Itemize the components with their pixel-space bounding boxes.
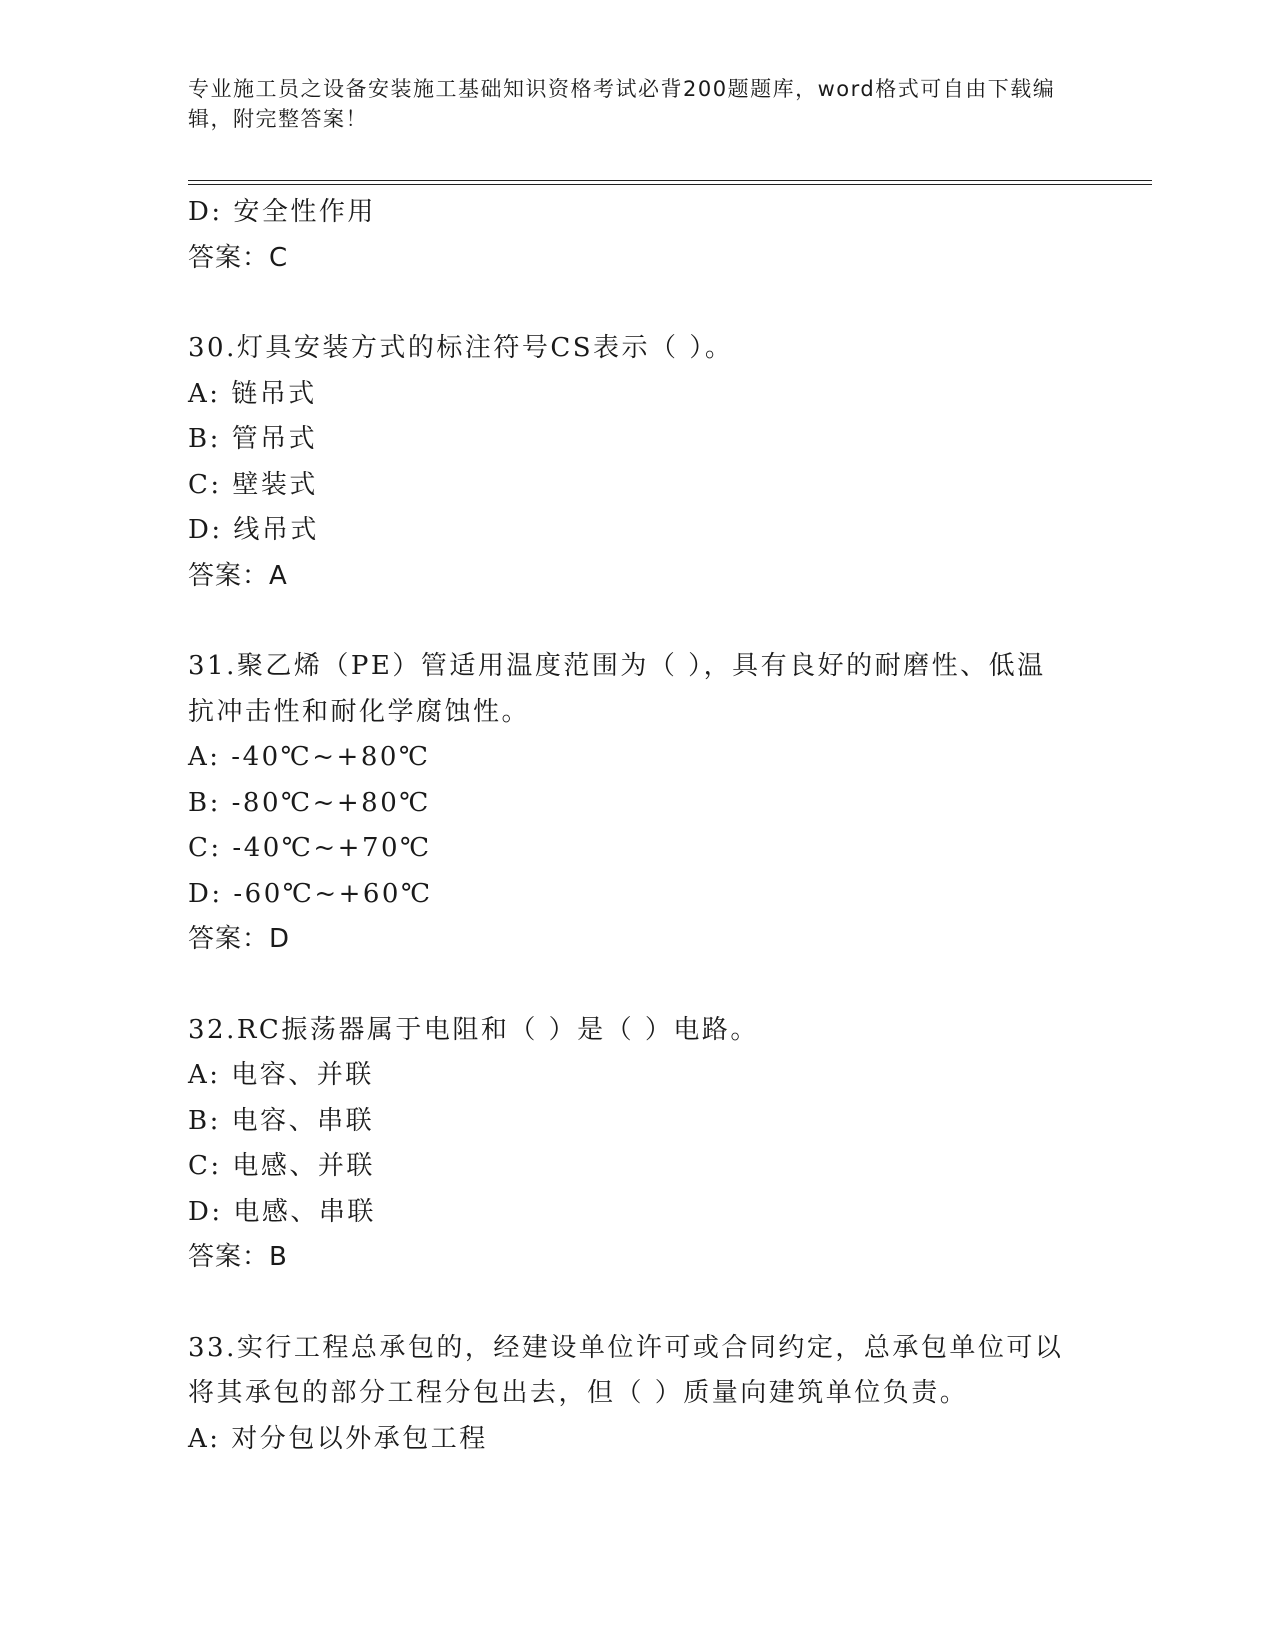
- answer-line: 答案：B: [188, 1242, 288, 1272]
- option-d: D: 电感、串联: [188, 1196, 376, 1227]
- question-text-line-2: 将其承包的部分工程分包出去，但（ ）质量向建筑单位负责。: [188, 1378, 969, 1408]
- option-c: C: 电感、并联: [188, 1151, 375, 1181]
- option-a: A: 链吊式: [188, 378, 317, 409]
- option-b: B: 管吊式: [188, 424, 318, 454]
- option-d: D: -60℃~+60℃: [188, 878, 433, 909]
- option-a: A: -40℃~+80℃: [188, 742, 431, 772]
- question-31: [188, 644, 1088, 963]
- option-a: A: 电容、并联: [188, 1060, 374, 1090]
- answer-line: 答案：C: [188, 242, 289, 273]
- question-text-line-1: 33.实行工程总承包的，经建设单位许可或合同约定，总承包单位可以: [188, 1332, 1064, 1363]
- question-text-line-1: 31.聚乙烯（PE）管适用温度范围为（ ），具有良好的耐磨性、低温: [188, 651, 1046, 681]
- question-text: 32.RC振荡器属于电阻和（ ）是（ ）电路。: [188, 1014, 759, 1045]
- question-30: [188, 326, 1088, 599]
- question-32: [188, 1008, 1088, 1281]
- option-b: B: 电容、串联: [188, 1105, 375, 1136]
- option-c: C: -40℃~+70℃: [188, 833, 432, 863]
- option-b: B: -80℃~+80℃: [188, 787, 431, 818]
- document-title: 专业施工员之设备安装施工基础知识资格考试必背200题题库，word格式可自由下载编辑，附完整答案！: [188, 77, 1056, 131]
- question-text: 30.灯具安装方式的标注符号CS表示（ ）。: [188, 333, 734, 363]
- question-list: [188, 190, 1088, 1462]
- answer-line: 答案：D: [188, 924, 291, 954]
- question-fragment: [188, 190, 1088, 281]
- option-d: D: 安全性作用: [188, 197, 376, 227]
- header-divider-bottom: [188, 184, 1152, 185]
- option-c: C: 壁装式: [188, 469, 318, 500]
- option-a: A: 对分包以外承包工程: [188, 1423, 488, 1454]
- document-header: [188, 74, 1068, 134]
- answer-line: 答案：A: [188, 560, 288, 591]
- header-divider-top: [188, 180, 1152, 181]
- question-text-line-2: 抗冲击性和耐化学腐蚀性。: [188, 696, 531, 727]
- option-d: D: 线吊式: [188, 515, 319, 545]
- question-33: [188, 1326, 1088, 1463]
